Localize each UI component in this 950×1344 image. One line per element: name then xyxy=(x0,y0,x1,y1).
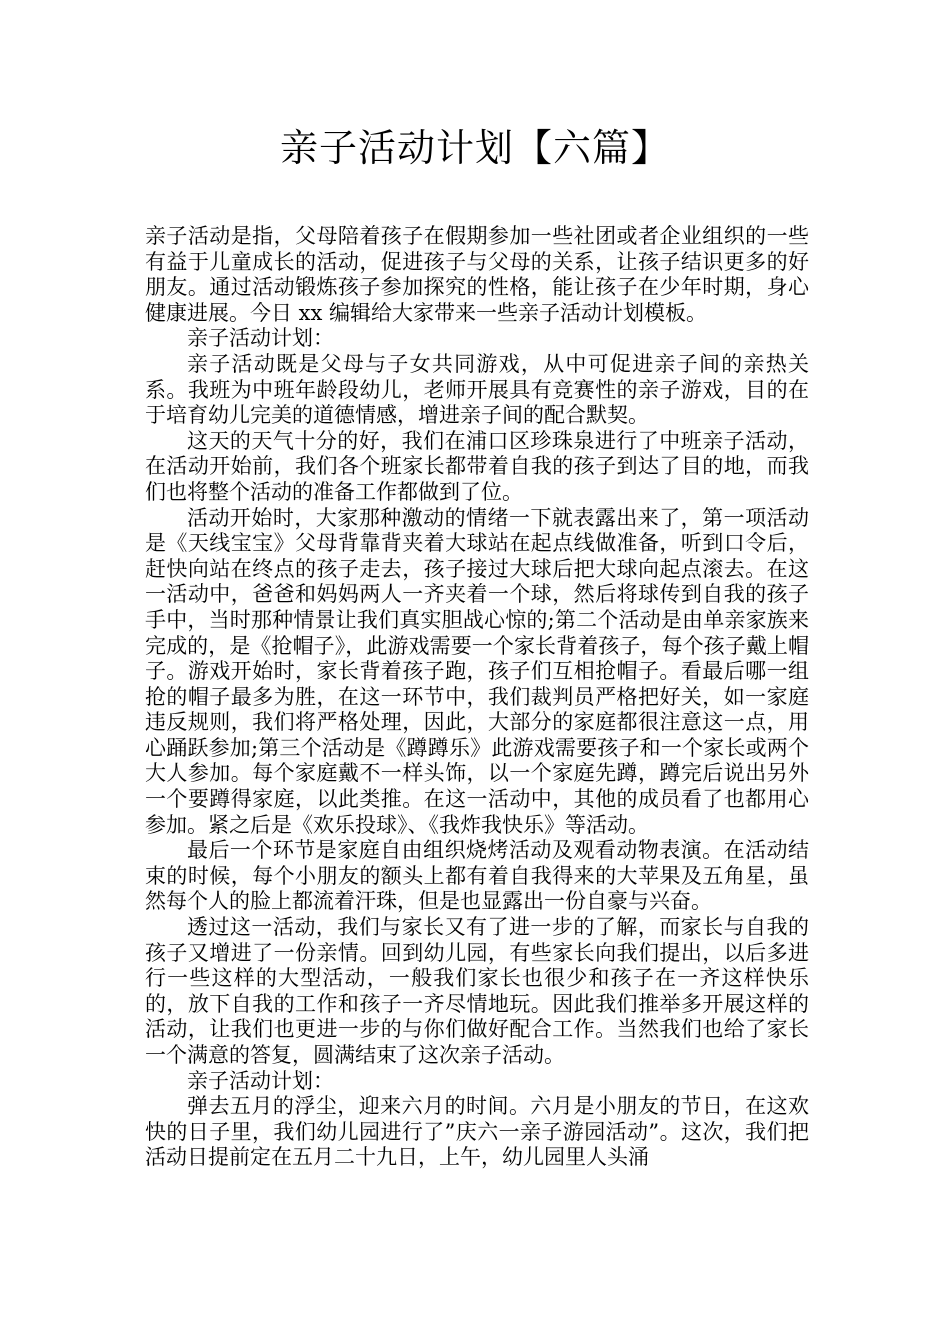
section-heading: 亲子活动计划： xyxy=(187,1068,334,1093)
paragraph: 活动开始时，大家那种激动的情绪一下就表露出来了，第一项活动是《天线宝宝》父母背靠背夹着大球站在起点线做准备，听到口令后，赶快向站在终点的孩子走去，孩子接过大球后把大球向起点滚去。在这一活动中，爸爸和妈妈两人一齐夹着一个球，然后将球传到自我的孩子手中，当时那种情景让我们真实胆战心惊的;第二个活动是由单亲家族来完成的，是《抢帽子》，此游戏需要一个家长背着孩子，每个孩子戴上帽子。游戏开始时，家长背着孩子跑，孩子们互相抢帽子。看最后哪一组抢的帽子最多为胜，在这一环节中，我们裁判员严格把好关，如一家庭违反规则，我们将严格处理，因此，大部分的家庭都很注意这一点，用心踊跃参加;第三个活动是《蹲蹲乐》此游戏需要孩子和一个家长或两个大人参加。每个家庭戴不一样头饰，以一个家庭先蹲，蹲完后说出另外一个要蹲得家庭，以此类推。在这一活动中，其他的成员看了也都用心参加。紧之后是《欢乐投球》、《我炸我快乐》等活动。 xyxy=(145,505,809,837)
document-body xyxy=(145,224,809,1171)
paragraph: 最后一个环节是家庭自由组织烧烤活动及观看动物表演。在活动结束的时候，每个小朋友的额头上都有着自我得来的大苹果及五角星，虽然每个人的脸上都流着汗珠，但是也显露出一份自豪与兴奋。 xyxy=(145,838,809,914)
paragraph: 亲子活动既是父母与子女共同游戏，从中可促进亲子间的亲热关系。我班为中班年龄段幼儿，老师开展具有竞赛性的亲子游戏，目的在于培育幼儿完美的道德情感，增进亲子间的配合默契。 xyxy=(145,351,809,428)
section-heading: 亲子活动计划： xyxy=(187,326,334,351)
paragraph: 这天的天气十分的好，我们在浦口区珍珠泉进行了中班亲子活动，在活动开始前，我们各个班家长都带着自我的孩子到达了目的地，而我们也将整个活动的准备工作都做到了位。 xyxy=(145,428,809,504)
paragraph: 弹去五月的浮尘，迎来六月的时间。六月是小朋友的节日，在这欢快的日子里，我们幼儿园进行了”庆六一亲子游园活动”。这次，我们把活动日提前定在五月二十九日，上午，幼儿园里人头涌 xyxy=(145,1094,809,1170)
paragraph: 亲子活动是指，父母陪着孩子在假期参加一些社团或者企业组织的一些有益于儿童成长的活动，促进孩子与父母的关系，让孩子结识更多的好朋友。通过活动锻炼孩子参加探究的性格，能让孩子在少年时期，身心健康进展。今日 xx 编辑给大家带来一些亲子活动计划模板。 xyxy=(145,224,809,325)
paragraph: 透过这一活动，我们与家长又有了进一步的了解，而家长与自我的孩子又增进了一份亲情。回到幼儿园，有些家长向我们提出，以后多进行一些这样的大型活动，一般我们家长也很少和孩子在一齐这样快乐的，放下自我的工作和孩子一齐尽情地玩。因此我们推举多开展这样的活动，让我们也更进一步的与你们做好配合工作。当然我们也给了家长一个满意的答复，圆满结束了这次亲子活动。 xyxy=(145,915,809,1067)
document-title: 亲子活动计划【六篇】 xyxy=(279,126,670,170)
